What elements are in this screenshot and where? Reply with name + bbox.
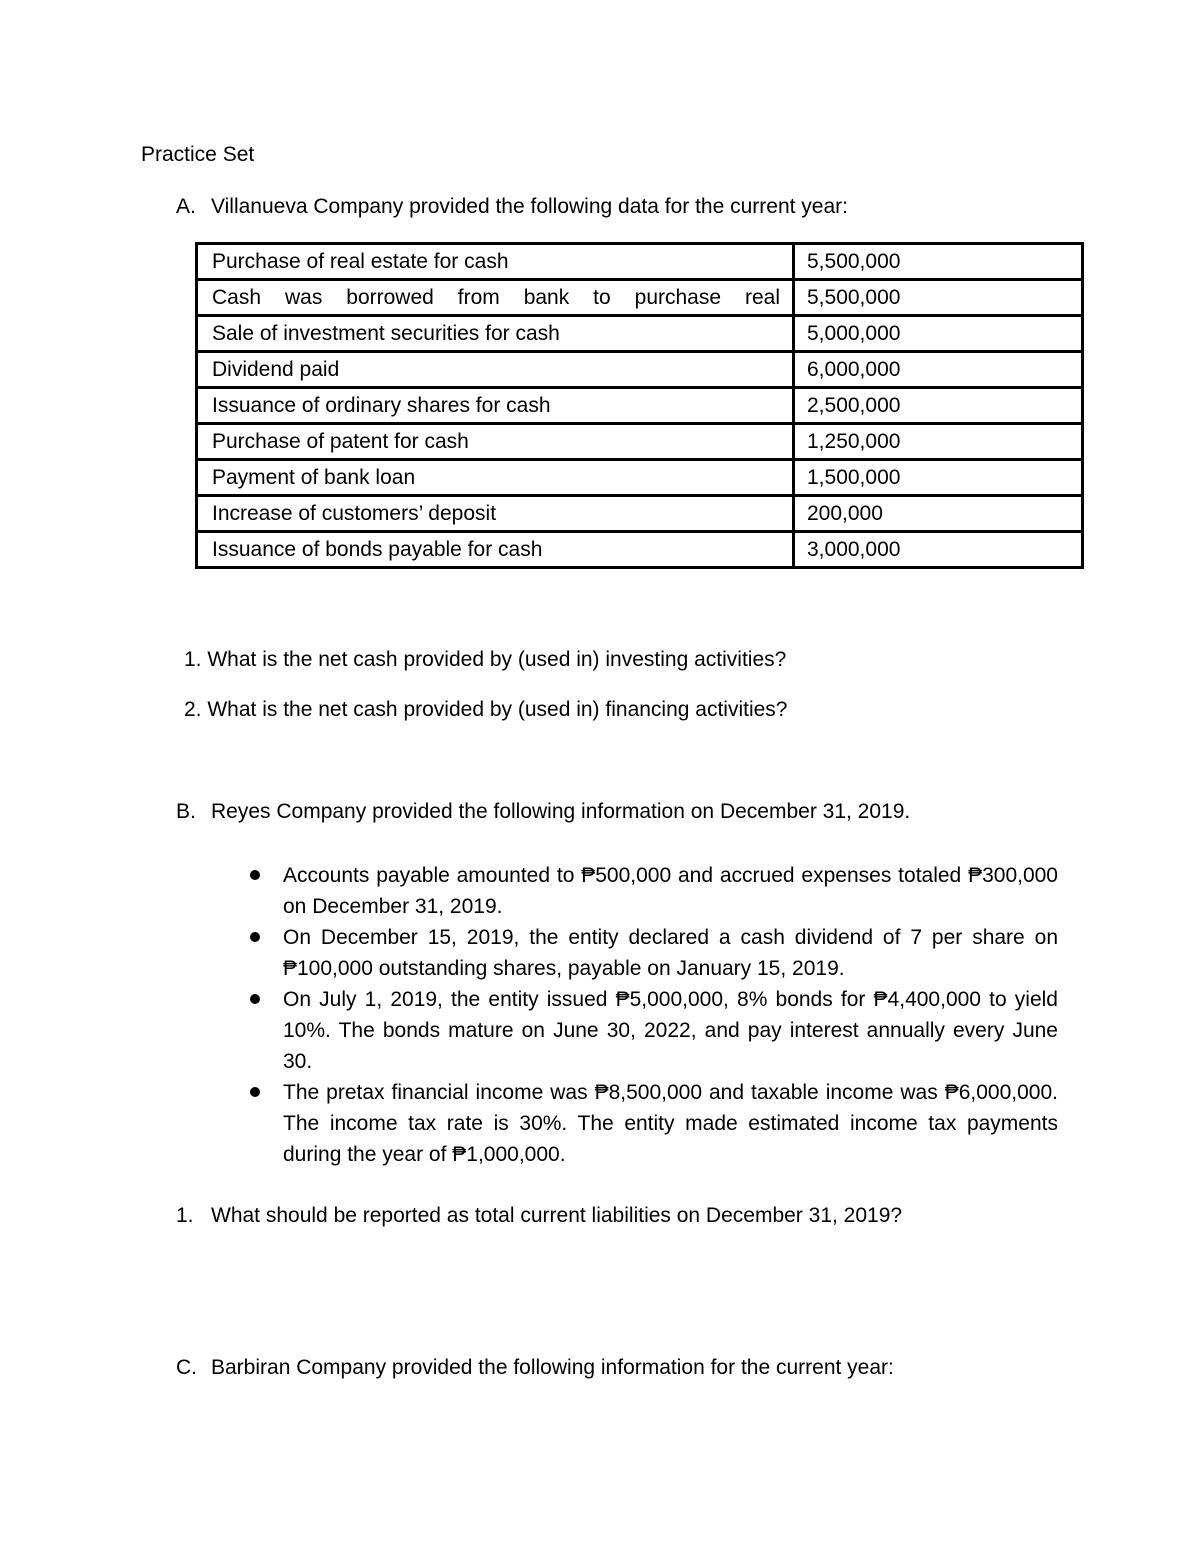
row-label: Purchase of real estate for cash bbox=[197, 244, 794, 280]
row-value: 5,000,000 bbox=[794, 316, 1083, 352]
section-c-intro: Barbiran Company provided the following information for the current year: bbox=[211, 1356, 894, 1379]
row-value: 6,000,000 bbox=[794, 352, 1083, 388]
table-row bbox=[197, 532, 1083, 568]
bullet-text: On December 15, 2019, the entity declared a cash dividend of 7 per share on ₱100,000 outstanding shares, payable on January 15, 2019. bbox=[283, 926, 1058, 980]
section-a-letter: A. bbox=[176, 195, 196, 218]
section-b-heading bbox=[176, 800, 910, 824]
row-value: 2,500,000 bbox=[794, 388, 1083, 424]
row-label: Payment of bank loan bbox=[197, 460, 794, 496]
table-row bbox=[197, 388, 1083, 424]
row-label: Cash was borrowed from bank to purchase real bbox=[197, 280, 794, 316]
list-item bbox=[246, 922, 1058, 984]
row-label: Sale of investment securities for cash bbox=[197, 316, 794, 352]
list-item bbox=[246, 1077, 1058, 1170]
section-c-letter: C. bbox=[176, 1356, 197, 1379]
bullet-text: On July 1, 2019, the entity issued ₱5,000,000, 8% bonds for ₱4,400,000 to yield 10%. The bonds mature on June 30, 2022, and pay interest annually every June 30. bbox=[283, 988, 1058, 1073]
table-row bbox=[197, 424, 1083, 460]
bullet-icon bbox=[250, 994, 260, 1004]
row-label: Dividend paid bbox=[197, 352, 794, 388]
page-title: Practice Set bbox=[141, 143, 255, 166]
question-text: What should be reported as total current liabilities on December 31, 2019? bbox=[211, 1204, 903, 1227]
bullet-icon bbox=[250, 870, 260, 880]
table-row bbox=[197, 280, 1083, 316]
section-c-heading bbox=[176, 1356, 894, 1380]
table-row bbox=[197, 352, 1083, 388]
table-row bbox=[197, 496, 1083, 532]
table-row bbox=[197, 460, 1083, 496]
section-b-bullet-list bbox=[246, 860, 1058, 1170]
row-value: 5,500,000 bbox=[794, 280, 1083, 316]
table-row bbox=[197, 316, 1083, 352]
table-row bbox=[197, 244, 1083, 280]
row-value: 3,000,000 bbox=[794, 532, 1083, 568]
row-label: Issuance of bonds payable for cash bbox=[197, 532, 794, 568]
row-label: Increase of customers’ deposit bbox=[197, 496, 794, 532]
row-value: 1,250,000 bbox=[794, 424, 1083, 460]
row-value: 1,500,000 bbox=[794, 460, 1083, 496]
section-b-intro: Reyes Company provided the following information on December 31, 2019. bbox=[211, 800, 911, 823]
cash-flow-data-table bbox=[195, 242, 1084, 569]
row-label: Issuance of ordinary shares for cash bbox=[197, 388, 794, 424]
section-b-letter: B. bbox=[176, 800, 196, 823]
row-label: Purchase of patent for cash bbox=[197, 424, 794, 460]
section-a-question-2: 2. What is the net cash provided by (used in) financing activities? bbox=[184, 698, 788, 721]
bullet-text: The pretax financial income was ₱8,500,000 and taxable income was ₱6,000,000. The income tax rate is 30%. The entity made estimated income tax payments during the year of ₱1,000,000. bbox=[283, 1081, 1058, 1166]
section-a-heading bbox=[176, 195, 848, 219]
row-value: 5,500,000 bbox=[794, 244, 1083, 280]
bullet-text: Accounts payable amounted to ₱500,000 and accrued expenses totaled ₱300,000 on December 31, 2019. bbox=[283, 864, 1058, 918]
list-item bbox=[246, 984, 1058, 1077]
section-b-question-1 bbox=[176, 1204, 902, 1228]
section-a-intro: Villanueva Company provided the following data for the current year: bbox=[211, 195, 848, 218]
bullet-icon bbox=[250, 1087, 260, 1097]
bullet-icon bbox=[250, 932, 260, 942]
row-value: 200,000 bbox=[794, 496, 1083, 532]
list-item bbox=[246, 860, 1058, 922]
question-number: 1. bbox=[176, 1204, 194, 1227]
section-a-question-1: 1. What is the net cash provided by (used in) investing activities? bbox=[184, 648, 787, 671]
